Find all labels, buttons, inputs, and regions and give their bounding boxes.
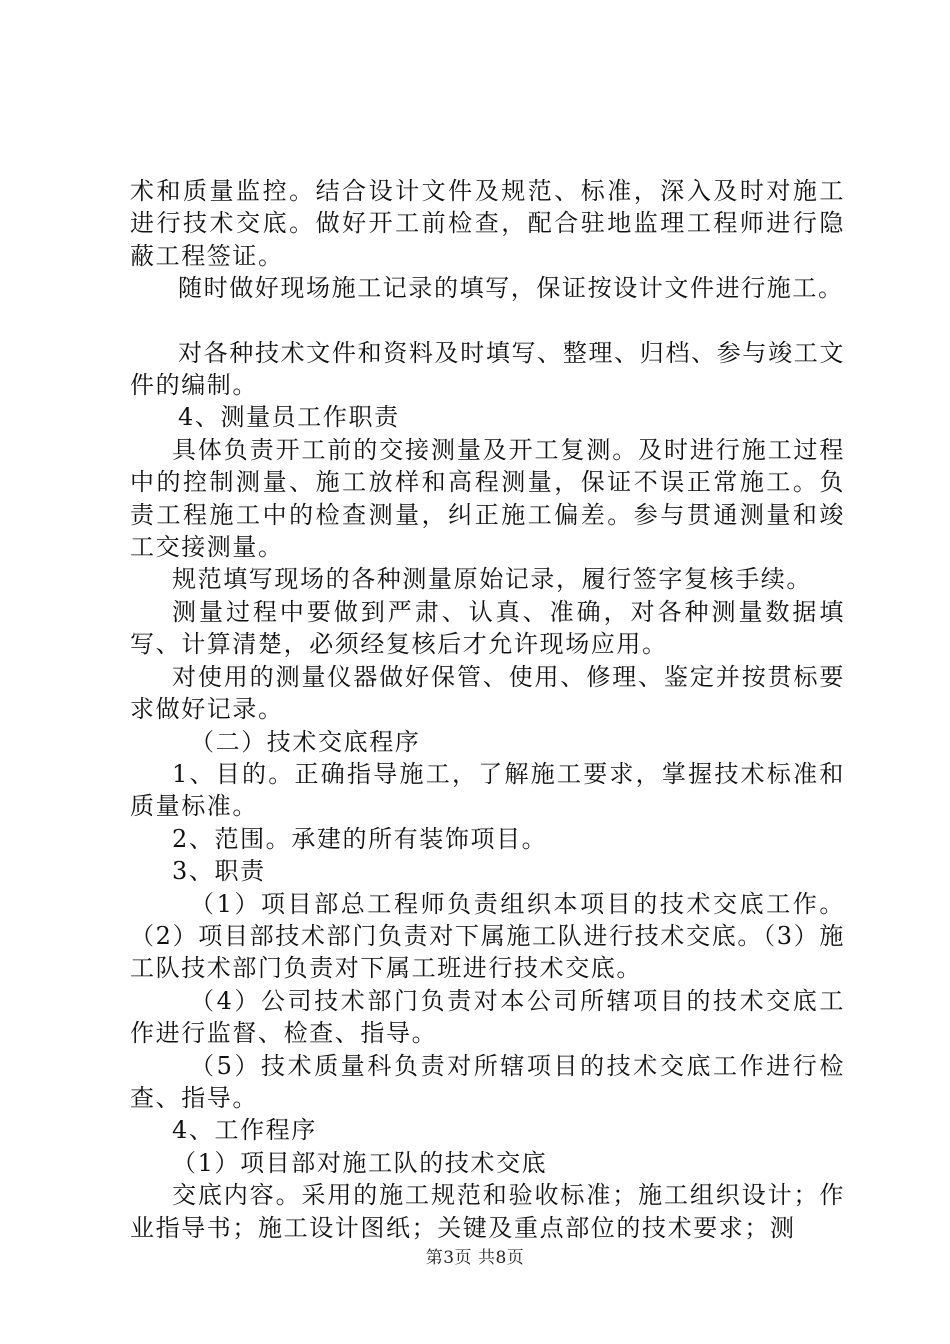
document-body	[130, 175, 845, 1244]
paragraph-site-records: 随时做好现场施工记录的填写，保证按设计文件进行施工。	[178, 274, 844, 303]
paragraph-quality-control: 术和质量监控。结合设计文件及规范、标准，深入及时对施工进行技术交底。做好开工前检查，配合驻地监理工程师进行隐蔽工程签证。	[130, 177, 845, 270]
paragraph-survey-records: 规范填写现场的各种测量原始记录，履行签字复核手续。	[172, 565, 812, 594]
paragraph-briefing-content: 交底内容。采用的施工规范和验收标准；施工组织设计；作业指导书；施工设计图纸；关键及重点部位的技术要求；测	[130, 1181, 845, 1242]
paragraph-scope: 2、范围。承建的所有装饰项目。	[172, 824, 548, 853]
paragraph-document-archiving: 对各种技术文件和资料及时填写、整理、归档、参与竣工文件的编制。	[130, 338, 845, 400]
section-heading-responsibilities: 3、职责	[172, 857, 266, 886]
paragraph-responsibilities-1-3: （1）项目部总工程师负责组织本项目的技术交底工作。（2）项目部技术部门负责对下属施工队进行技术交底。（3）施工队技术部门负责对下属工班进行技术交底。	[130, 889, 845, 983]
paragraph-survey-accuracy: 测量过程中要做到严肃、认真、准确，对各种测量数据填写、计算清楚，必须经复核后才允许现场应用。	[130, 597, 845, 659]
paragraph-responsibility-4: （4）公司技术部门负责对本公司所辖项目的技术交底工作进行监督、检查、指导。	[130, 986, 845, 1048]
paragraph-purpose: 1、目的。正确指导施工，了解施工要求，掌握技术标准和质量标准。	[130, 759, 845, 821]
section-heading-briefing-procedure: （二）技术交底程序	[190, 727, 421, 756]
subheading-project-to-team-briefing: （1）项目部对施工队的技术交底	[172, 1148, 548, 1177]
page-footer: 第3页 共8页	[425, 1248, 525, 1268]
section-heading-surveyor-duties: 4、测量员工作职责	[178, 403, 400, 432]
section-heading-work-procedure: 4、工作程序	[172, 1116, 317, 1145]
paragraph-responsibility-5: （5）技术质量科负责对所辖项目的技术交底工作进行检查、指导。	[130, 1051, 845, 1112]
paragraph-instrument-care: 对使用的测量仪器做好保管、使用、修理、鉴定并按贯标要求做好记录。	[130, 662, 845, 724]
paragraph-survey-duties: 具体负责开工前的交接测量及开工复测。及时进行施工过程中的控制测量、施工放样和高程测量，保证不误正常施工。负责工程施工中的检查测量，纠正施工偏差。参与贯通测量和竣工交接测量。	[130, 435, 845, 562]
